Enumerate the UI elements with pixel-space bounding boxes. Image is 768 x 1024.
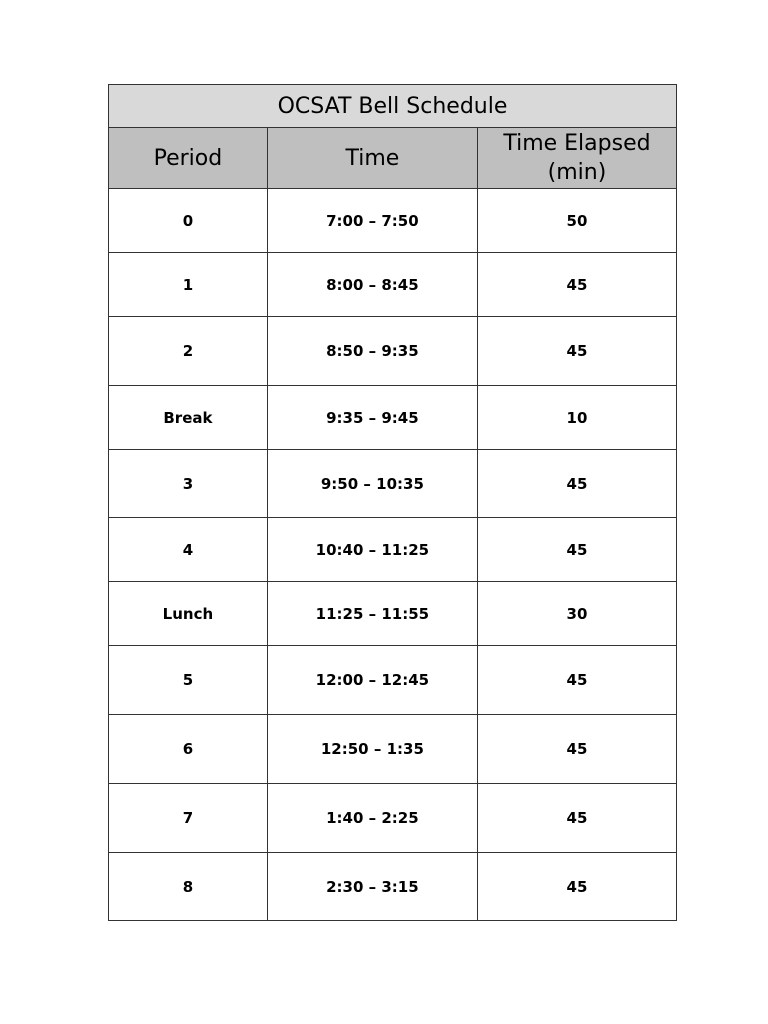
period-cell: 7 bbox=[109, 784, 268, 853]
table-row bbox=[109, 582, 677, 646]
time-cell: 8:00 – 8:45 bbox=[267, 253, 477, 317]
table-title: OCSAT Bell Schedule bbox=[109, 85, 677, 128]
table-row bbox=[109, 317, 677, 386]
table-row bbox=[109, 715, 677, 784]
time-cell: 10:40 – 11:25 bbox=[267, 518, 477, 582]
period-cell: 6 bbox=[109, 715, 268, 784]
time-elapsed-header-line1: Time Elapsed bbox=[503, 131, 651, 156]
time-elapsed-cell: 45 bbox=[477, 450, 676, 518]
table-row bbox=[109, 518, 677, 582]
time-elapsed-cell: 45 bbox=[477, 715, 676, 784]
time-elapsed-header bbox=[477, 128, 676, 189]
time-cell: 7:00 – 7:50 bbox=[267, 189, 477, 253]
table-row bbox=[109, 646, 677, 715]
period-cell: 4 bbox=[109, 518, 268, 582]
period-cell: 8 bbox=[109, 853, 268, 921]
time-elapsed-cell: 45 bbox=[477, 853, 676, 921]
table-row bbox=[109, 189, 677, 253]
schedule-body bbox=[109, 189, 677, 921]
time-elapsed-cell: 30 bbox=[477, 582, 676, 646]
time-elapsed-cell: 45 bbox=[477, 518, 676, 582]
title-row bbox=[109, 85, 677, 128]
period-cell: 1 bbox=[109, 253, 268, 317]
period-cell: 3 bbox=[109, 450, 268, 518]
time-elapsed-header-line2: (min) bbox=[547, 160, 607, 185]
time-cell: 12:50 – 1:35 bbox=[267, 715, 477, 784]
header-row bbox=[109, 128, 677, 189]
table-row bbox=[109, 784, 677, 853]
time-elapsed-cell: 45 bbox=[477, 784, 676, 853]
table-row bbox=[109, 253, 677, 317]
time-cell: 12:00 – 12:45 bbox=[267, 646, 477, 715]
time-elapsed-cell: 45 bbox=[477, 646, 676, 715]
period-cell: Lunch bbox=[109, 582, 268, 646]
time-cell: 9:35 – 9:45 bbox=[267, 386, 477, 450]
time-elapsed-cell: 45 bbox=[477, 317, 676, 386]
time-cell: 9:50 – 10:35 bbox=[267, 450, 477, 518]
period-cell: Break bbox=[109, 386, 268, 450]
bell-schedule-table bbox=[108, 84, 677, 921]
table-row bbox=[109, 450, 677, 518]
period-cell: 2 bbox=[109, 317, 268, 386]
period-cell: 5 bbox=[109, 646, 268, 715]
time-elapsed-cell: 45 bbox=[477, 253, 676, 317]
table-row bbox=[109, 386, 677, 450]
period-cell: 0 bbox=[109, 189, 268, 253]
time-cell: 1:40 – 2:25 bbox=[267, 784, 477, 853]
time-elapsed-cell: 50 bbox=[477, 189, 676, 253]
time-header: Time bbox=[267, 128, 477, 189]
time-elapsed-cell: 10 bbox=[477, 386, 676, 450]
time-cell: 2:30 – 3:15 bbox=[267, 853, 477, 921]
table-row bbox=[109, 853, 677, 921]
time-cell: 8:50 – 9:35 bbox=[267, 317, 477, 386]
period-header: Period bbox=[109, 128, 268, 189]
time-cell: 11:25 – 11:55 bbox=[267, 582, 477, 646]
